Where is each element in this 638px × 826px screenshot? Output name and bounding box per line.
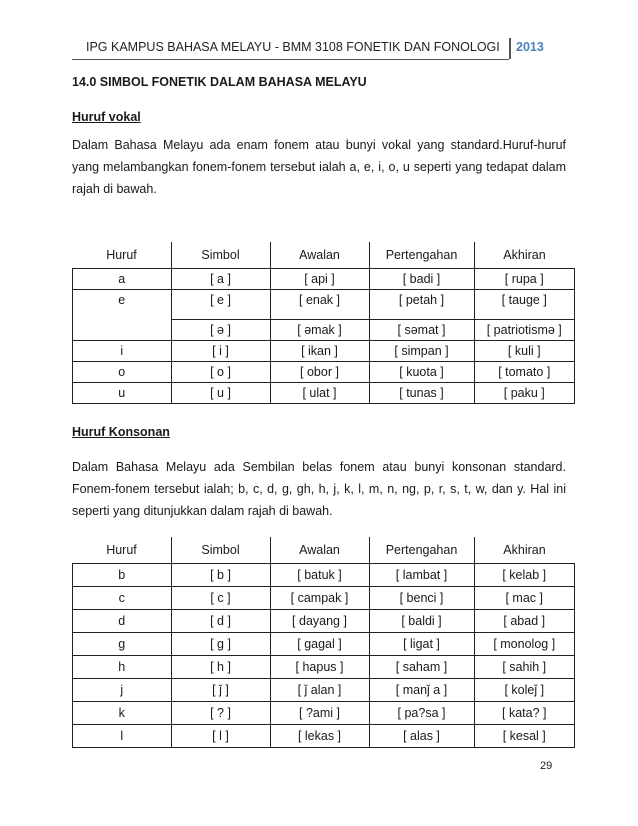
cell-pertengahan: [ petah ] [369,290,474,320]
cell-simbol: [ l ] [171,725,270,748]
cell-awalan: [ gagal ] [270,633,369,656]
cell-simbol: [ c ] [171,587,270,610]
col-awalan: Awalan [270,242,369,269]
cell-awalan: [ ikan ] [270,341,369,362]
cell-pertengahan: [ səmat ] [369,320,474,341]
header-title: IPG KAMPUS BAHASA MELAYU - BMM 3108 FONETIK DAN FONOLOGI [86,40,500,54]
col-huruf: Huruf [73,242,172,269]
cell-akhiran: [ kesal ] [474,725,575,748]
cell-akhiran: [ abad ] [474,610,575,633]
table-row [73,633,575,656]
cell-pertengahan: [ pa?sa ] [369,702,474,725]
table-row [73,679,575,702]
cell-huruf: o [73,362,172,383]
cell-pertengahan: [ kuota ] [369,362,474,383]
konsonan-table-header [73,537,575,564]
page-number: 29 [540,760,553,772]
cell-simbol: [ a ] [171,269,270,290]
cell-simbol: [ u ] [171,383,270,404]
table-row [73,269,575,290]
cell-huruf: k [73,702,172,725]
cell-huruf: b [73,564,172,587]
col-simbol: Simbol [171,537,270,564]
cell-awalan: [ batuk ] [270,564,369,587]
page-header [72,38,563,58]
cell-simbol: [ d ] [171,610,270,633]
cell-awalan: [ lekas ] [270,725,369,748]
cell-akhiran: [ patriotismə ] [474,320,575,341]
cell-awalan: [ enak ] [270,290,369,320]
table-row [73,702,575,725]
table-row [73,383,575,404]
col-simbol: Simbol [171,242,270,269]
table-row [73,587,575,610]
header-year: 2013 [516,40,544,54]
cell-huruf: c [73,587,172,610]
cell-akhiran: [ paku ] [474,383,575,404]
cell-simbol: [ ? ] [171,702,270,725]
table-row [73,610,575,633]
cell-pertengahan: [ lambat ] [369,564,474,587]
cell-akhiran: [ kata? ] [474,702,575,725]
table-row [73,290,575,320]
cell-awalan: [ hapus ] [270,656,369,679]
cell-akhiran: [ kelab ] [474,564,575,587]
cell-huruf: h [73,656,172,679]
cell-pertengahan: [ tunas ] [369,383,474,404]
cell-akhiran: [ monolog ] [474,633,575,656]
cell-akhiran: [ rupa ] [474,269,575,290]
section-title: 14.0 SIMBOL FONETIK DALAM BAHASA MELAYU [72,75,367,89]
cell-awalan: [ ulat ] [270,383,369,404]
cell-simbol: [ o ] [171,362,270,383]
cell-awalan: [ campak ] [270,587,369,610]
cell-huruf: i [73,341,172,362]
table-row [73,725,575,748]
vokal-table [72,242,575,404]
cell-awalan: [ api ] [270,269,369,290]
cell-akhiran: [ mac ] [474,587,575,610]
cell-awalan: [ əmak ] [270,320,369,341]
cell-simbol: [ g ] [171,633,270,656]
cell-simbol: [ ǰ ] [171,679,270,702]
cell-pertengahan: [ saham ] [369,656,474,679]
vokal-table-header [73,242,575,269]
cell-awalan: [ dayang ] [270,610,369,633]
col-awalan: Awalan [270,537,369,564]
konsonan-paragraph: Dalam Bahasa Melayu ada Sembilan belas fonem atau bunyi konsonan standard. Fonem-fonem tersebut ialah; b, c, d, g, gh, h, j, k, l, m, n, ng, p, r, s, t, w, dan y. Hal ini seperti yang ditunjukkan dalam rajah di bawah. [72,460,566,518]
cell-akhiran: [ kuli ] [474,341,575,362]
table-row [73,341,575,362]
cell-pertengahan: [ simpan ] [369,341,474,362]
table-row [73,362,575,383]
cell-simbol: [ i ] [171,341,270,362]
cell-akhiran: [ tomato ] [474,362,575,383]
cell-pertengahan: [ benci ] [369,587,474,610]
cell-akhiran: [ sahih ] [474,656,575,679]
header-separator [509,38,511,59]
cell-awalan: [ obor ] [270,362,369,383]
cell-pertengahan: [ alas ] [369,725,474,748]
col-huruf: Huruf [73,537,172,564]
cell-awalan: [ ǰ alan ] [270,679,369,702]
cell-simbol: [ e ] [171,290,270,320]
cell-simbol: [ b ] [171,564,270,587]
vokal-heading: Huruf vokal [72,110,141,124]
header-rule [72,59,509,60]
cell-akhiran: [ tauge ] [474,290,575,320]
table-row [73,564,575,587]
vokal-paragraph: Dalam Bahasa Melayu ada enam fonem atau bunyi vokal yang standard.Huruf-huruf yang melambangkan fonem-fonem tersebut ialah a, e, i, o, u seperti yang tedapat dalam rajah di bawah. [72,138,566,196]
konsonan-table [72,537,575,748]
cell-huruf: u [73,383,172,404]
table-row [73,656,575,679]
cell-huruf: e [73,290,172,341]
col-akhiran: Akhiran [474,242,575,269]
col-pertengahan: Pertengahan [369,242,474,269]
cell-huruf: a [73,269,172,290]
cell-pertengahan: [ badi ] [369,269,474,290]
cell-pertengahan: [ ligat ] [369,633,474,656]
cell-pertengahan: [ manǰ a ] [369,679,474,702]
cell-pertengahan: [ baldi ] [369,610,474,633]
cell-simbol: [ h ] [171,656,270,679]
cell-huruf: d [73,610,172,633]
cell-huruf: l [73,725,172,748]
col-akhiran: Akhiran [474,537,575,564]
konsonan-heading: Huruf Konsonan [72,425,170,439]
cell-huruf: j [73,679,172,702]
col-pertengahan: Pertengahan [369,537,474,564]
cell-simbol: [ ə ] [171,320,270,341]
cell-huruf: g [73,633,172,656]
cell-akhiran: [ koleǰ ] [474,679,575,702]
cell-awalan: [ ?ami ] [270,702,369,725]
